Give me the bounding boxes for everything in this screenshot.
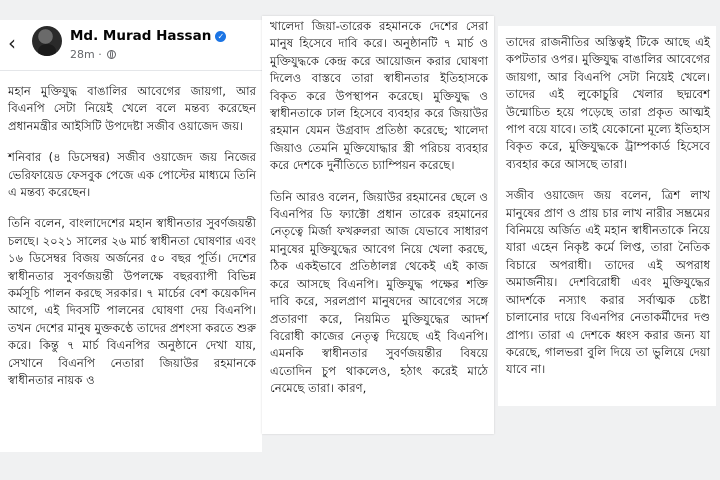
globe-icon <box>107 50 116 59</box>
paragraph: তিনি আরও বলেন, জিয়াউর রহমানের ছেলে ও বিএনপির ডি ফ্যাক্টো প্রধান তারেক রহমানের নেতৃত্বে মির্জা ফখরুলরা আজ যেভাবে সাধারণ মানুষের মুক্তিযুদ্ধের আবেগ নিয়ে খেলা করছে, ঠিক একইভাবে প্রতিষ্ঠালগ্ন থেকেই এই কাজ করে আসছে বিএনপি। মুক্তিযুদ্ধ পক্ষের শক্তি দাবি করে, সরলপ্রাণ মানুষদের আবেগের সঙ্গে প্রতারণা করে, নিয়মিত মুক্তিযুদ্ধের আদর্শ বিরোধী কাজের নেতৃত্ব দিয়েছে এই বিএনপি। এমনকি স্বাধীনতার সুবর্ণজয়ন্তীর বিষয়ে এতোদিন চুপ থাকলেও, হঠাৎ করেই মাঠে নেমেছে তারা। কারণ, <box>270 189 488 396</box>
paragraph: সজীব ওয়াজেদ জয় বলেন, ত্রিশ লাখ মানুষের প্রাণ ও প্রায় চার লাখ নারীর সম্ভ্রমের বিনিময়ে অর্জিত এই মহান স্বাধীনতাকে নিয়ে যারা এহেন নিকৃষ্ট কর্মে লিপ্ত, তারা নৈতিক বিচারে অপরাধী। তাদের এই অপরাধ অমার্জনীয়। দেশবিরোধী এবং মুক্তিযুদ্ধের আদর্শকে নস্যাৎ করার সর্বাত্মক চেষ্টা চালানোর দায়ে বিএনপির নেতাকর্মীদের দণ্ড প্রাপ্য। তারা এ দেশকে ধ্বংস করার জন্য যা করেছে, গালভরা বুলি দিয়ে তা ভুলিয়ে দেয়া যাবে না। <box>506 188 710 377</box>
post-time[interactable]: 28m <box>70 48 95 61</box>
paragraph: তাদের রাজনীতির অস্তিত্বই টিকে আছে এই কপটতার ওপর। মুক্তিযুদ্ধ বাঙালির আবেগের জায়গা, আর বিএনপি সেটা নিয়েই খেলে। তাদের এই লুকোচুরি খেলার ছদ্মবেশ উন্মোচিত হয়ে পড়েছে তারা প্রকৃত আত্মই পাপ বয়ে যাবে। তাই যেকোনো মূল্যে ইতিহাস বিকৃত করে, মুক্তিযুদ্ধকে ট্রাম্পকার্ড হিসেবে ব্যবহার করে আসছে তারা। <box>506 35 710 171</box>
paragraph: খালেদা জিয়া-তারেক রহমানকে দেশের সেরা মানুষ হিসেবে দাবি করে। অনুষ্ঠানটি ৭ মার্চ ও মুক্তিযুদ্ধকে কেন্দ্র করে আয়োজন করার ঘোষণা দিলেও বাস্তবে তারা স্বাধীনতার ইতিহাসকে বিকৃত করে উপস্থাপন করেছে। মুক্তিযুদ্ধ ও স্বাধীনতাকে ঢাল হিসেবে ব্যবহার করে জিয়াউর রহমান যেমন উগ্রবাদ প্রতিষ্ঠা করেছে; খালেদা জিয়াও তেমনি মুক্তিযোদ্ধার স্ত্রী পরিচয় ব্যবহার করে দেশকে দুর্নীতিতে চ্যাম্পিয়ন করেছে। <box>270 19 488 173</box>
avatar[interactable] <box>32 26 62 56</box>
author-name-wrap[interactable] <box>70 28 226 44</box>
paragraph: শনিবার (৪ ডিসেম্বর) সজীব ওয়াজেদ জয় নিজের ভেরিফায়েড ফেসবুক পেজে এক পোস্টের মাধ্যমে তিনি এ মন্তব্য করেছেন। <box>8 150 256 200</box>
paragraph: তিনি বলেন, বাংলাদেশের মহান স্বাধীনতার সুবর্ণজয়ন্তী চলছে। ২০২১ সালের ২৬ মার্চ স্বাধীনতা ঘোষণার এবং ১৬ ডিসেম্বর বিজয় অর্জনের ৫০ বছর পূর্তি। দেশের স্বাধীনতার সুবর্ণজয়ন্তী উপলক্ষে বছরব্যাপী বিভিন্ন কর্মসূচি পালন করছে সরকার। ৭ মার্চের বেশ কয়েকদিন আগে, এই দিবসটি পালনের ঘোষণা দেয় বিএনপি। তখন দেশের মানুষ মুক্তকণ্ঠে তাদের প্রশংসা করতে শুরু করে। কিন্তু ৭ মার্চ বিএনপির অনুষ্ঠানে দেখা যায়, সেখানে বিএনপি নেতারা জিয়াউর রহমানকে স্বাধীনতার নায়ক ও <box>8 216 256 388</box>
paragraph: মহান মুক্তিযুদ্ধ বাঙালির আবেগের জায়গা, আর বিএনপি সেটা নিয়েই খেলে বলে মন্তব্য করেছেন প্রধানমন্ত্রীর আইসিটি উপদেষ্টা সজীব ওয়াজেদ জয়। <box>8 84 256 133</box>
meta-separator: · <box>98 48 102 61</box>
post-panel-right <box>498 26 716 406</box>
post-body-part-2 <box>262 16 494 398</box>
post-panel-left <box>0 20 262 452</box>
post-panel-middle <box>262 16 494 434</box>
author-name[interactable]: Md. Murad Hassan <box>70 28 212 44</box>
post-meta <box>70 48 116 61</box>
post-body-part-3 <box>498 26 716 379</box>
post-header <box>0 20 262 71</box>
post-body-part-1 <box>0 71 262 390</box>
verified-badge-icon: ✓ <box>215 31 226 42</box>
back-arrow-icon[interactable]: ‹ <box>8 31 16 55</box>
